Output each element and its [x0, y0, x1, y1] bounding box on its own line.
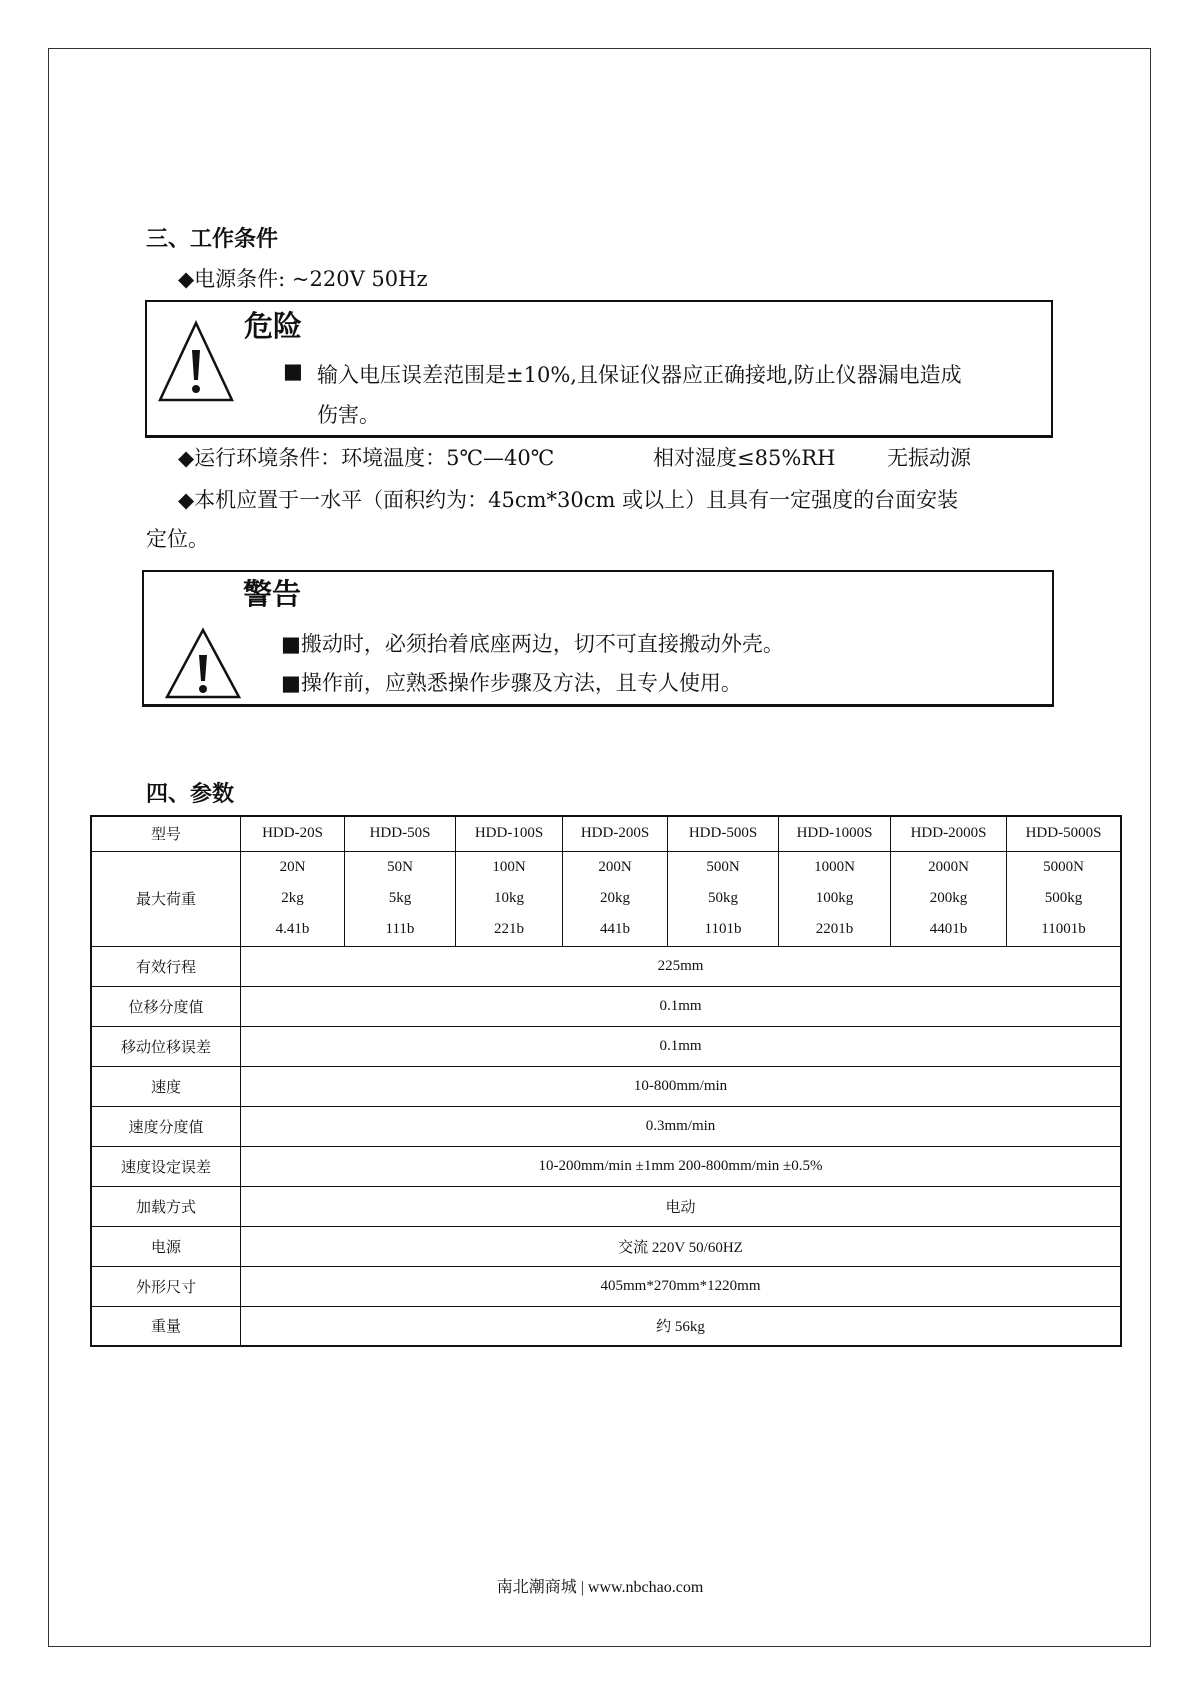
danger-title: 危险 — [244, 309, 303, 343]
model-cell: HDD-20S — [241, 816, 345, 851]
vibration: 无振动源 — [887, 446, 971, 470]
model-cell: HDD-2000S — [891, 816, 1007, 851]
load-cell: 5000N 500kg 11001b — [1007, 851, 1122, 946]
param-label: 外形尺寸 — [91, 1266, 241, 1306]
table-row — [91, 1066, 1121, 1106]
param-value: 0.1mm — [241, 986, 1122, 1026]
param-label: 加载方式 — [91, 1186, 241, 1226]
danger-text-cont: 伤害。 — [317, 403, 380, 427]
param-label: 有效行程 — [91, 946, 241, 986]
param-label: 速度分度值 — [91, 1106, 241, 1146]
param-label: 电源 — [91, 1226, 241, 1266]
load-cell: 2000N 200kg 4401b — [891, 851, 1007, 946]
parameters-table — [90, 815, 1122, 1347]
section3-heading: 三、工作条件 — [146, 227, 279, 252]
param-value: 电动 — [241, 1186, 1122, 1226]
warning-title: 警告 — [243, 577, 302, 611]
param-label: 移动位移误差 — [91, 1026, 241, 1066]
placement-text: ◆本机应置于一水平（面积约为：45cm*30cm 或以上）且具有一定强度的台面安装 — [178, 488, 959, 512]
footer: 南北潮商城 | www.nbchao.com — [496, 1579, 704, 1596]
table-row — [91, 1106, 1121, 1146]
warning-item: ■搬动时，必须抬着底座两边，切不可直接搬动外壳。 — [281, 632, 784, 656]
table-row — [91, 1186, 1121, 1226]
param-label: 速度设定误差 — [91, 1146, 241, 1186]
model-cell: HDD-1000S — [779, 816, 891, 851]
table-row — [91, 1146, 1121, 1186]
table-row — [91, 816, 1121, 851]
table-row — [91, 946, 1121, 986]
param-label: 重量 — [91, 1306, 241, 1346]
model-cell: HDD-200S — [563, 816, 668, 851]
load-cell: 1000N 100kg 2201b — [779, 851, 891, 946]
param-value: 10-200mm/min ±1mm 200-800mm/min ±0.5% — [241, 1146, 1122, 1186]
param-value: 约 56kg — [241, 1306, 1122, 1346]
param-value: 10-800mm/min — [241, 1066, 1122, 1106]
warning-item: ■操作前，应熟悉操作步骤及方法，且专人使用。 — [281, 671, 742, 695]
model-cell: HDD-5000S — [1007, 816, 1122, 851]
table-row — [91, 1266, 1121, 1306]
param-value: 225mm — [241, 946, 1122, 986]
danger-bullet: ■ — [283, 359, 303, 383]
model-cell: HDD-500S — [668, 816, 779, 851]
warning-triangle-icon — [157, 320, 235, 404]
env-conditions: ◆运行环境条件：环境温度：5℃—40℃ — [178, 446, 555, 470]
table-row — [91, 851, 1121, 946]
power-condition: ◆电源条件: ~220V 50Hz — [178, 267, 428, 291]
section4-heading: 四、参数 — [146, 782, 235, 807]
table-row — [91, 1026, 1121, 1066]
load-cell: 200N 20kg 441b — [563, 851, 668, 946]
param-value: 交流 220V 50/60HZ — [241, 1226, 1122, 1266]
load-cell: 100N 10kg 221b — [456, 851, 563, 946]
warning-box — [142, 570, 1054, 707]
load-cell: 500N 50kg 1101b — [668, 851, 779, 946]
model-label: 型号 — [91, 816, 241, 851]
warning-triangle-icon — [164, 627, 242, 701]
danger-box — [145, 300, 1053, 438]
param-label: 速度 — [91, 1066, 241, 1106]
load-cell: 20N 2kg 4.41b — [241, 851, 345, 946]
param-value: 405mm*270mm*1220mm — [241, 1266, 1122, 1306]
model-cell: HDD-50S — [345, 816, 456, 851]
param-value: 0.1mm — [241, 1026, 1122, 1066]
load-cell: 50N 5kg 111b — [345, 851, 456, 946]
table-row — [91, 1226, 1121, 1266]
model-cell: HDD-100S — [456, 816, 563, 851]
param-value: 0.3mm/min — [241, 1106, 1122, 1146]
humidity: 相对湿度≤85%RH — [653, 446, 836, 470]
table-row — [91, 1306, 1121, 1346]
table-row — [91, 986, 1121, 1026]
load-label: 最大荷重 — [91, 851, 241, 946]
danger-text: 输入电压误差范围是±10%,且保证仪器应正确接地,防止仪器漏电造成 — [317, 363, 962, 387]
param-label: 位移分度值 — [91, 986, 241, 1026]
placement-text-cont: 定位。 — [146, 527, 209, 551]
